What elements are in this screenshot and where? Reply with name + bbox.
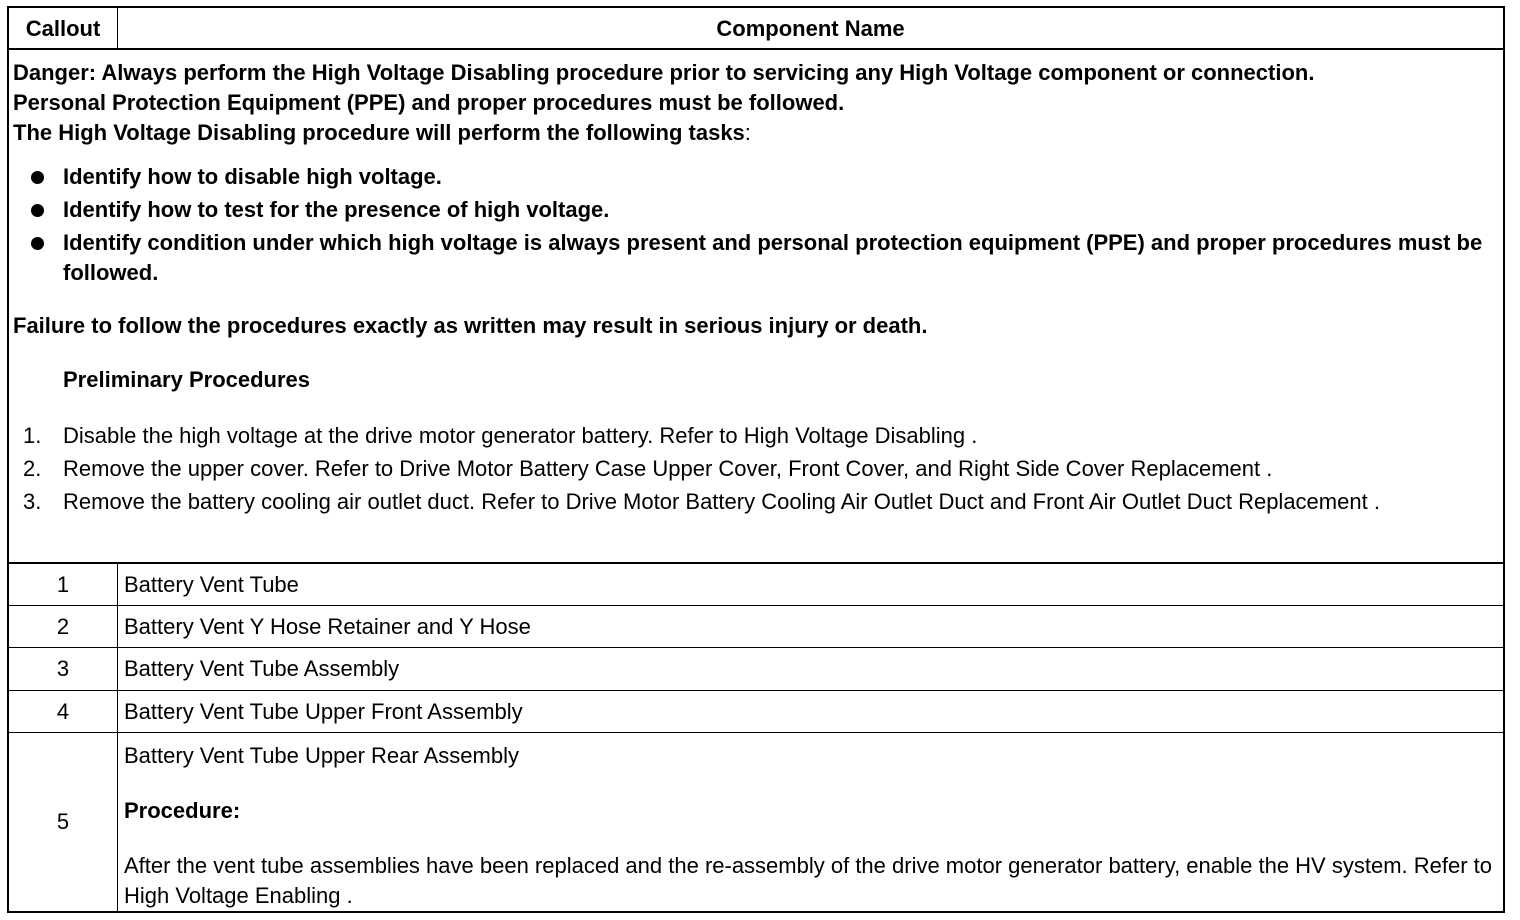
table-row [9, 564, 1503, 606]
tasks-intro: The High Voltage Disabling procedure will perform the following tasks [13, 120, 745, 145]
header-callout: Callout [9, 8, 118, 48]
list-item [13, 421, 1499, 451]
row-component-name: Battery Vent Tube Upper Front Assembly [124, 698, 523, 724]
danger-line: Danger: Always perform the High Voltage Disabling procedure prior to servicing any High Voltage component or connection. [13, 60, 1315, 85]
list-item [13, 195, 1499, 225]
row-component-name: Battery Vent Tube Assembly [124, 656, 400, 681]
table-row [9, 733, 1503, 911]
list-item [13, 487, 1499, 517]
step-number: 2. [23, 456, 42, 481]
task-list [13, 162, 1499, 288]
task-text: Identify condition under which high voltage is always present and personal protection equipment (PPE) and proper procedures must be followed. [63, 230, 1483, 285]
bullet-icon [31, 204, 44, 217]
step-number: 1. [23, 423, 42, 448]
components-table [7, 6, 1505, 913]
preliminary-procedures-title: Preliminary Procedures [63, 367, 311, 392]
table-row [9, 691, 1503, 733]
danger-notice [9, 50, 1503, 564]
tasks-colon: : [744, 120, 751, 145]
step-text: Disable the high voltage at the drive motor generator battery. Refer to High Voltage Disabling . [63, 423, 978, 448]
row-callout: 5 [9, 733, 118, 911]
procedure-label: Procedure: [124, 798, 241, 823]
header-component-name: Component Name [716, 16, 905, 41]
list-item [13, 454, 1499, 484]
table-row [9, 606, 1503, 648]
row-callout: 3 [9, 648, 118, 690]
step-text: Remove the upper cover. Refer to Drive Motor Battery Case Upper Cover, Front Cover, and Right Side Cover Replacement . [63, 456, 1273, 481]
row-callout: 2 [9, 606, 118, 647]
bullet-icon [31, 171, 44, 184]
task-text: Identify how to disable high voltage. [63, 164, 442, 189]
tasks-intro-line [13, 118, 1499, 148]
step-number: 3. [23, 489, 42, 514]
table-header [9, 8, 1503, 50]
row-callout: 1 [9, 564, 118, 605]
row-component-name: Battery Vent Tube [124, 571, 299, 597]
preliminary-steps [13, 421, 1499, 517]
procedure-text: After the vent tube assemblies have been replaced and the re-assembly of the drive motor generator battery, enable the HV system. Refer to High Voltage Enabling . [124, 853, 1492, 908]
list-item [13, 162, 1499, 192]
row-component-name: Battery Vent Tube Upper Rear Assembly [124, 743, 519, 768]
step-text: Remove the battery cooling air outlet duct. Refer to Drive Motor Battery Cooling Air Outlet Duct and Front Air Outlet Duct Replacement . [63, 489, 1380, 514]
ppe-line: Personal Protection Equipment (PPE) and proper procedures must be followed. [13, 90, 845, 115]
list-item [13, 228, 1499, 288]
row-callout: 4 [9, 691, 118, 732]
injury-warning: Failure to follow the procedures exactly as written may result in serious injury or death. [13, 313, 928, 338]
table-row [9, 648, 1503, 691]
bullet-icon [31, 237, 44, 250]
row-component-name: Battery Vent Y Hose Retainer and Y Hose [124, 613, 531, 639]
task-text: Identify how to test for the presence of high voltage. [63, 197, 610, 222]
row-component-detail [118, 733, 1503, 911]
